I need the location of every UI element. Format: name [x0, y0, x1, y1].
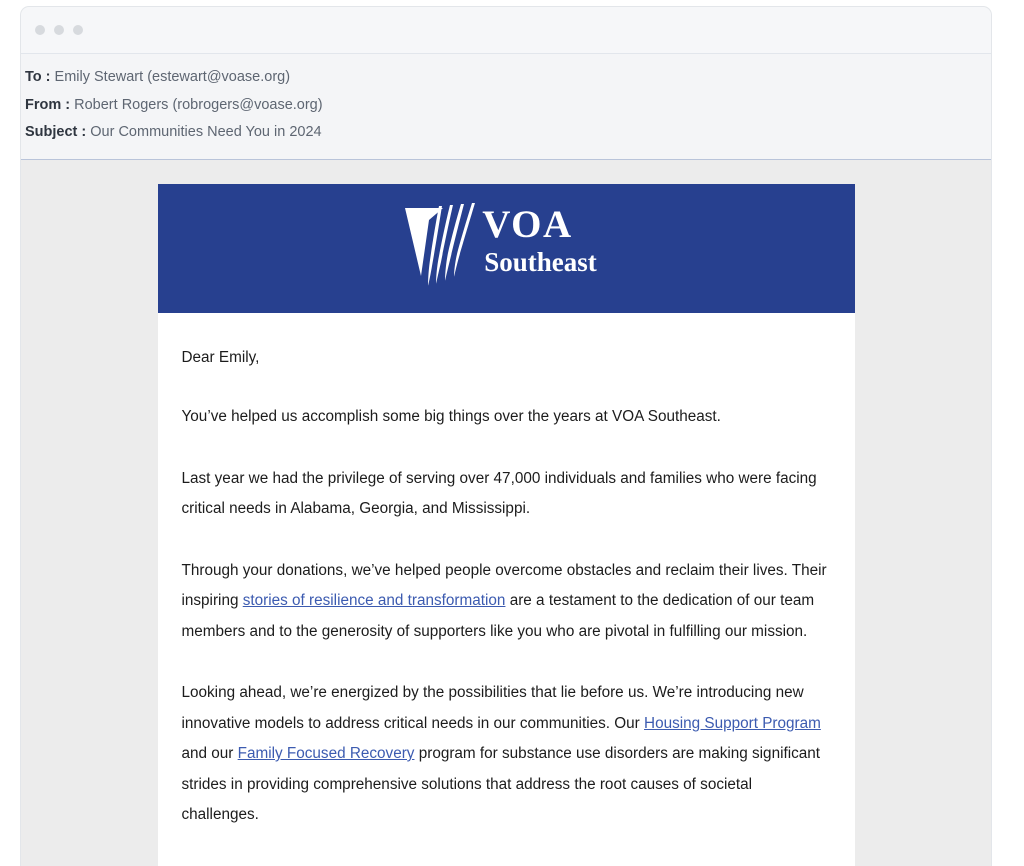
logo-brand-primary: VOA [482, 205, 572, 244]
mail-header-subject-label: Subject : [25, 124, 86, 140]
logo-brand-secondary: Southeast [482, 249, 597, 276]
brand-banner [158, 184, 855, 313]
link-family-focused-recovery[interactable]: Family Focused Recovery [238, 745, 415, 762]
email-letter-body [158, 313, 855, 831]
email-content-card [158, 184, 855, 866]
maximize-window-dot-icon[interactable] [73, 25, 83, 35]
mail-header-from-value: Robert Rogers (robrogers@voase.org) [74, 97, 322, 113]
mail-header-subject-row [21, 119, 991, 147]
letter-greeting: Dear Emily, [182, 343, 831, 374]
mail-header-subject-value: Our Communities Need You in 2024 [90, 124, 321, 140]
letter-paragraph-3-text-1: Through your donations, we’ve helped people overcome obstacles and reclaim their lives. Their inspiring [182, 562, 827, 610]
voa-chevron-logo-icon [401, 202, 477, 297]
window-titlebar [21, 7, 991, 54]
link-housing-support-program[interactable]: Housing Support Program [644, 715, 821, 732]
mail-header-to-row [21, 64, 991, 92]
letter-paragraph-2: Last year we had the privilege of serving over 47,000 individuals and families who were facing critical needs in Alabama, Georgia, and Mississippi. [182, 464, 831, 525]
logo-wordmark [482, 200, 597, 276]
mail-header-from-label: From : [25, 97, 70, 113]
letter-paragraph-3-text-2: are a testament to the dedication of our team members and to the generosity of supporters like you who are pivotal in fulfilling our mission. [182, 592, 815, 640]
voa-southeast-logo [401, 200, 597, 297]
mail-header-from-row [21, 92, 991, 120]
window-controls [35, 25, 83, 35]
mail-header-to-value: Emily Stewart (estewart@voase.org) [55, 69, 291, 85]
email-client-window [20, 6, 992, 866]
message-scroll-area[interactable] [21, 160, 991, 866]
letter-paragraph-4-text-2: and our [182, 745, 238, 762]
link-stories-of-resilience[interactable]: stories of resilience and transformation [243, 592, 506, 609]
letter-paragraph-1: You’ve helped us accomplish some big things over the years at VOA Southeast. [182, 402, 831, 433]
mail-header-to-label: To : [25, 69, 51, 85]
letter-paragraph-3 [182, 556, 831, 648]
close-window-dot-icon[interactable] [35, 25, 45, 35]
minimize-window-dot-icon[interactable] [54, 25, 64, 35]
letter-paragraph-4-text-3: program for substance use disorders are making significant strides in providing comprehensive solutions that address the root causes of societal challenges. [182, 745, 821, 823]
letter-paragraph-4 [182, 678, 831, 831]
mail-header-fields [21, 54, 991, 160]
letter-paragraph-4-text-1: Looking ahead, we’re energized by the possibilities that lie before us. We’re introducing new innovative models to address critical needs in our communities. Our [182, 684, 804, 732]
